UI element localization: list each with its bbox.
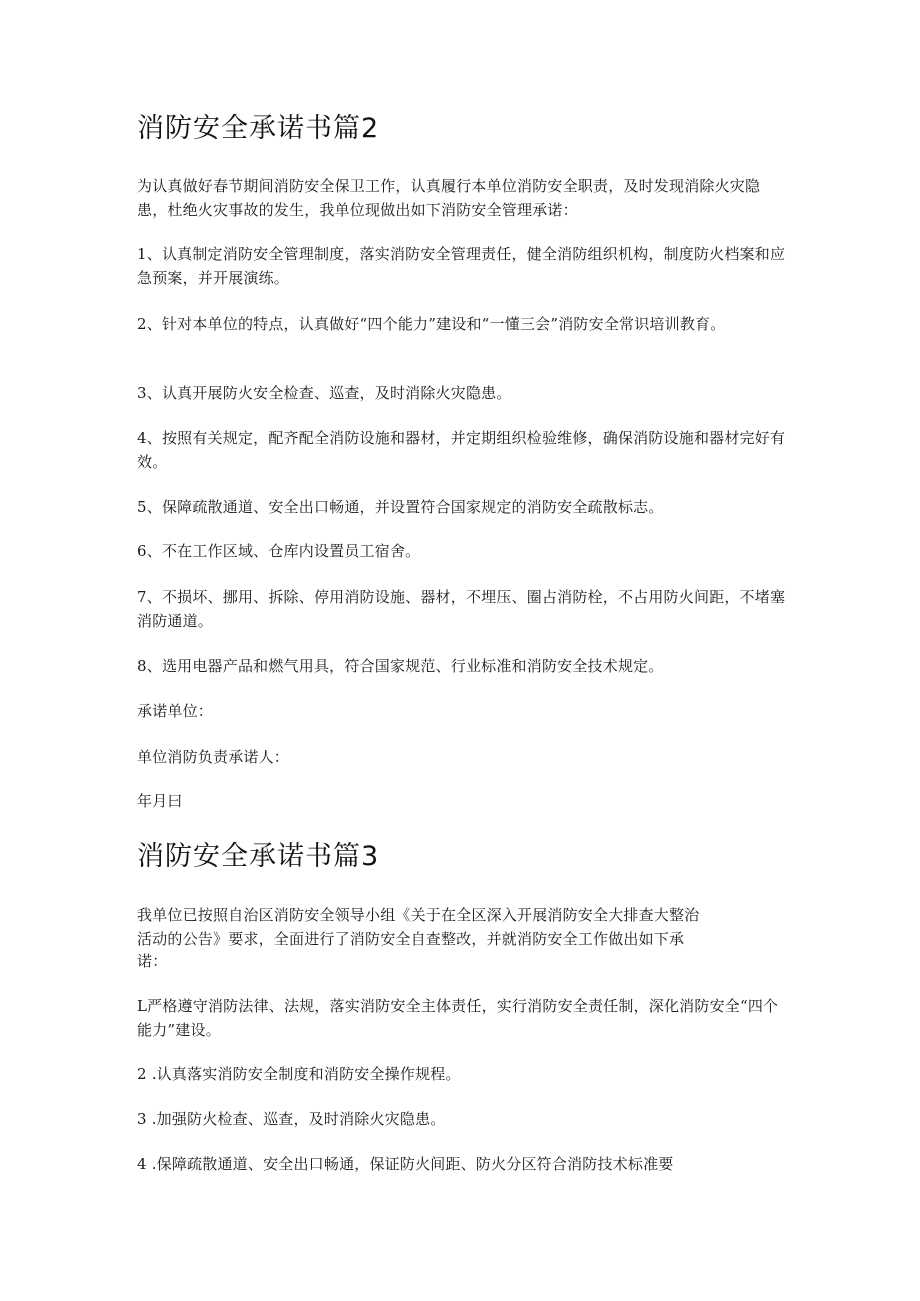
section-2-item-2: 2、针对本单位的特点，认真做好“四个能力”建设和“一懂三会”消防安全常识培训教育。 (137, 315, 726, 333)
section-2-item-7: 7、不损坏、挪用、拆除、停用消防设施、器材，不埋压、圈占消防栓，不占用防火间距，不堵塞消防通道。 (137, 588, 786, 630)
section-2-item-3: 3、认真开展防火安全检查、巡查，及时消除火灾隐患。 (137, 384, 512, 402)
section-2-item-5: 5、保障疏散通道、安全出口畅通，并设置符合国家规定的消防安全疏散标志。 (137, 498, 664, 516)
section-2-item-8: 8、选用电器产品和燃气用具，符合国家规范、行业标准和消防安全技术规定。 (137, 657, 664, 675)
date-label: 年月曰 (137, 792, 183, 810)
section-3-item-1: L严格遵守消防法律、法规，落实消防安全主体责任，实行消防安全责任制，深化消防安全“四个能力”建设。 (137, 997, 779, 1039)
section-3-title: 消防安全承诺书篇3 (137, 841, 380, 872)
section-2-item-6: 6、不在工作区域、仓库内设置员工宿舍。 (137, 542, 421, 560)
section-3-intro-line-3: 诺： (137, 952, 168, 970)
section-2-intro: 为认真做好春节期间消防安全保卫工作，认真履行本单位消防安全职责，及时发现消除火灾隐患，杜绝火灾事故的发生，我单位现做出如下消防安全管理承诺： (137, 177, 761, 219)
section-3-intro-line-1: 我单位已按照自治区消防安全领导小组《关于在全区深入开展消防安全大排查大整治 (137, 906, 700, 924)
section-3-item-4: 4 .保障疏散通道、安全出口畅通，保证防火间距、防火分区符合消防技术标准要 (137, 1155, 674, 1173)
section-2-title: 消防安全承诺书篇2 (137, 113, 380, 144)
section-3-intro-line-2: 活动的公告》要求，全面进行了消防安全自查整改，并就消防安全工作做出如下承 (137, 930, 685, 948)
section-2-item-4: 4、按照有关规定，配齐配全消防设施和器材，并定期组织检验维修，确保消防设施和器材完好有效。 (137, 429, 786, 471)
section-2-item-1: 1、认真制定消防安全管理制度，落实消防安全管理责任，健全消防组织机构，制度防火档案和应急预案，并开展演练。 (137, 245, 786, 287)
responsible-person-label: 单位消防负责承诺人： (137, 748, 290, 766)
section-3-item-2: 2 .认真落实消防安全制度和消防安全操作规程。 (137, 1065, 461, 1083)
section-3-item-3: 3 .加强防火检查、巡查，及时消除火灾隐患。 (137, 1110, 446, 1128)
commitment-unit-label: 承诺单位： (137, 702, 214, 720)
